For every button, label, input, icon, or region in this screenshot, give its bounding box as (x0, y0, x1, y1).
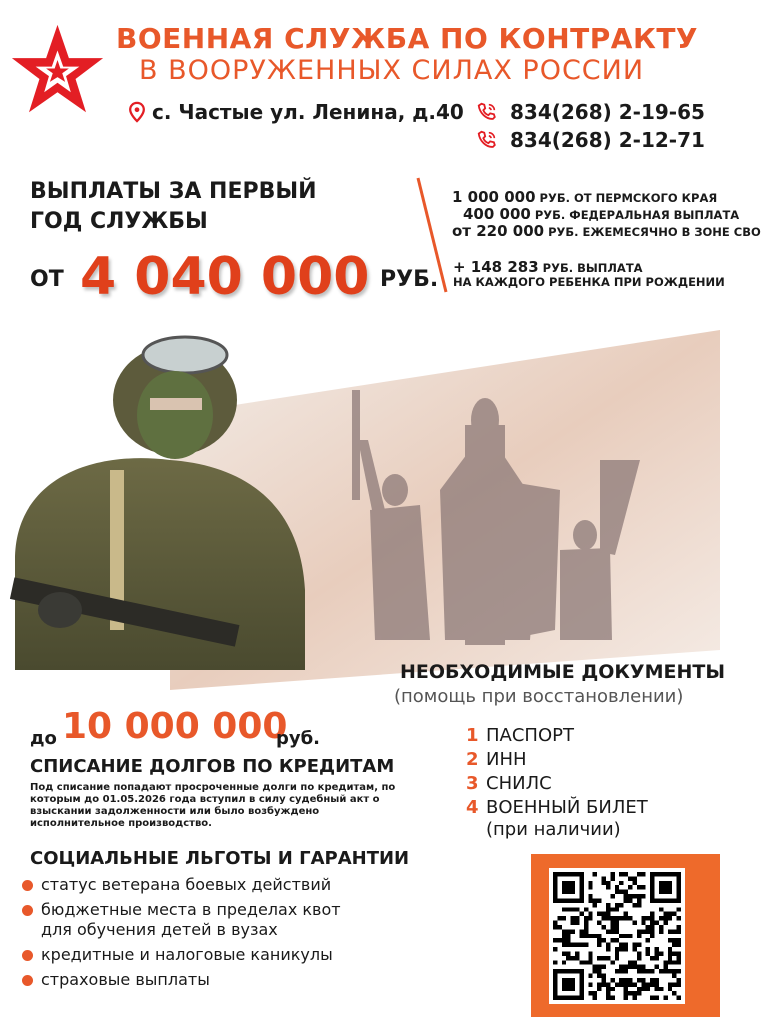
bullet-icon (22, 950, 33, 961)
star-logo-icon (10, 22, 105, 117)
list-item: 4 ВОЕННЫЙ БИЛЕТ (при наличии) (466, 797, 648, 840)
social-title: СОЦИАЛЬНЫЕ ЛЬГОТЫ И ГАРАНТИИ (30, 848, 410, 869)
list-item: кредитные и налоговые каникулы (22, 945, 333, 965)
payment-line-2: 400 000 РУБ. ФЕДЕРАЛЬНАЯ ВЫПЛАТА (463, 205, 740, 223)
qr-panel (531, 854, 720, 1017)
divider-slash (412, 176, 452, 294)
location-pin-icon (128, 102, 146, 122)
documents-subtitle: (помощь при восстановлении) (394, 686, 684, 707)
phone-icon (476, 101, 498, 123)
phone-1[interactable] (476, 100, 705, 124)
payments-currency: РУБ. (380, 267, 439, 292)
payment-line-1: 1 000 000 РУБ. ОТ ПЕРМСКОГО КРАЯ (452, 188, 718, 206)
phone-2[interactable] (476, 128, 705, 152)
debt-amount: 10 000 000 (62, 706, 288, 747)
list-item: статус ветерана боевых действий (22, 875, 331, 895)
phone-2-text: 834(268) 2-12-71 (510, 128, 705, 152)
bullet-icon (22, 975, 33, 986)
list-item: страховые выплаты (22, 970, 210, 990)
bullet-icon (22, 905, 33, 916)
page-subtitle: В ВООРУЖЕННЫХ СИЛАХ РОССИИ (139, 55, 645, 86)
address-text: с. Частые ул. Ленина, д.40 (152, 100, 464, 124)
soldier-figure (10, 337, 305, 670)
payment-child-line: + 148 283 РУБ. ВЫПЛАТА НА КАЖДОГО РЕБЕНКА ПРИ РОЖДЕНИИ (453, 258, 725, 289)
payments-from: ОТ (30, 267, 64, 292)
list-item: 2 ИНН (466, 749, 527, 770)
address (128, 100, 464, 124)
qr-code-icon[interactable] (553, 872, 681, 1000)
payment-line-3: от 220 000 РУБ. ЕЖЕМЕСЯЧНО В ЗОНЕ СВО (452, 222, 761, 240)
debt-prefix: до (30, 728, 57, 749)
hero-illustration (0, 320, 720, 690)
debt-title: СПИСАНИЕ ДОЛГОВ ПО КРЕДИТАМ (30, 756, 395, 777)
page-title: ВОЕННАЯ СЛУЖБА ПО КОНТРАКТУ (116, 22, 699, 55)
documents-title: НЕОБХОДИМЫЕ ДОКУМЕНТЫ (400, 661, 726, 683)
payments-title: ВЫПЛАТЫ ЗА ПЕРВЫЙ ГОД СЛУЖБЫ (30, 179, 317, 234)
payments-amount: 4 040 000 (80, 247, 370, 307)
list-item: 3 СНИЛС (466, 773, 552, 794)
bullet-icon (22, 880, 33, 891)
debt-description: Под списание попадают просроченные долги по кредитам, по которым до 01.05.2026 года вступил в силу судебный акт о взыскании задолженности или было возбуждено исполнительное производство. (30, 782, 396, 829)
phone-1-text: 834(268) 2-19-65 (510, 100, 705, 124)
phone-icon (476, 129, 498, 151)
list-item: бюджетные места в пределах квот для обучения детей в вузах (22, 900, 341, 940)
debt-currency: руб. (276, 728, 321, 749)
list-item: 1 ПАСПОРТ (466, 725, 574, 746)
